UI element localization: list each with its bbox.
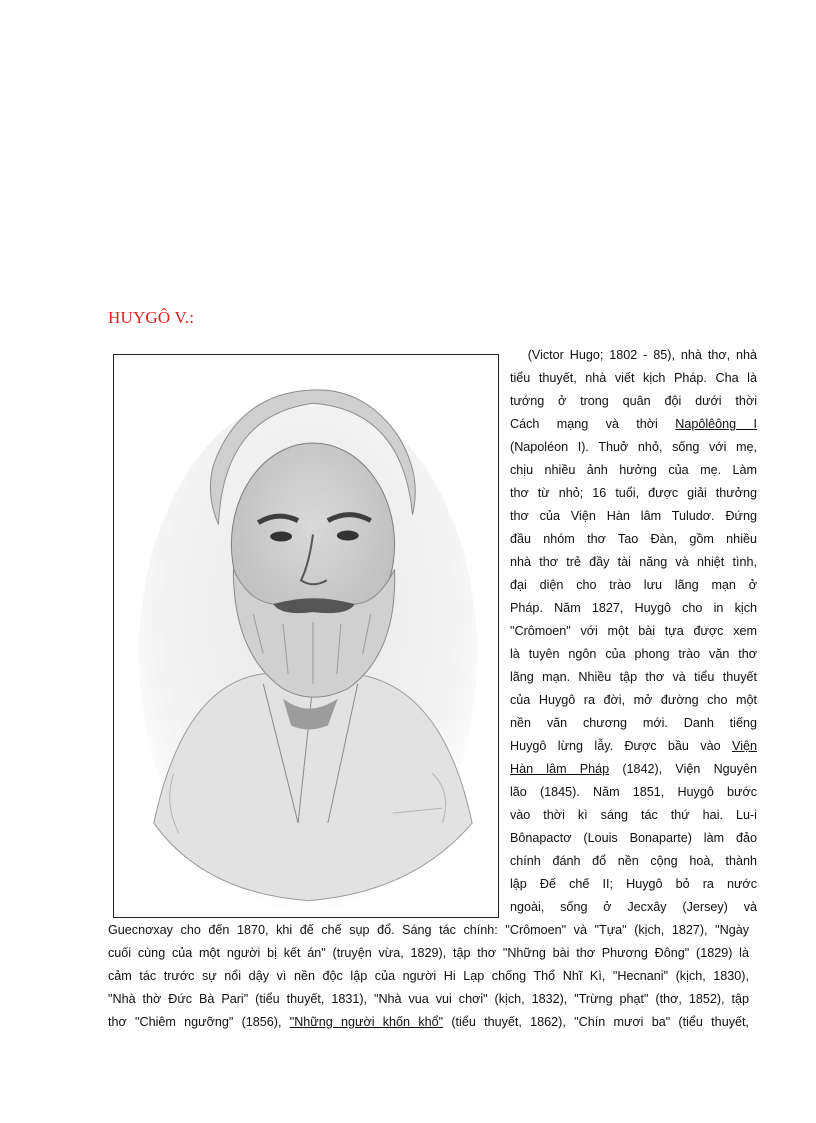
side-line-11: đại diện cho trào lưu lãng mạn ở: [510, 578, 757, 592]
wide-line-5-rest: (tiểu thuyết, 1862), "Chín mươi ba" (tiểu thuyết,: [443, 1015, 749, 1029]
link-academy-part2[interactable]: Hàn lâm Pháp: [510, 762, 610, 776]
side-line-12: Pháp. Năm 1827, Huygô cho in kịch: [510, 601, 757, 615]
side-line-9: đầu nhóm thơ Tao Đàn, gồm nhiều: [510, 532, 757, 546]
side-line-14: là tuyên ngôn của phong trào văn thơ: [510, 647, 757, 661]
side-line-18: [510, 735, 757, 758]
side-line-19-text: (1842), Viện Nguyên: [609, 762, 757, 776]
link-miserables[interactable]: "Những người khốn khổ": [289, 1015, 444, 1029]
side-line-6: chịu nhiều ảnh hưởng của mẹ. Làm: [510, 463, 757, 477]
side-line-21: vào thời kì sáng tác thứ hai. Lu-i: [510, 808, 757, 822]
side-line-18-text: Huygô lừng lẫy. Được bầu vào: [510, 739, 733, 753]
wide-line-5-text: thơ "Chiêm ngưỡng" (1856),: [108, 1015, 290, 1029]
portrait-image: [113, 354, 499, 918]
side-line-1: (Victor Hugo; 1802 - 85), nhà thơ, nhà: [510, 348, 757, 362]
wide-line-4: "Nhà thờ Đức Bà Pari" (tiểu thuyết, 1831), "Nhà vua vui chơi" (kịch, 1832), "Trừng phạt" (thơ, 1852), tập: [108, 992, 749, 1006]
portrait-sketch: [114, 355, 498, 917]
side-line-23: chính đánh đổ nền cộng hoà, thành: [510, 854, 757, 868]
side-line-8: thơ của Viện Hàn lâm Tuludơ. Đứng: [510, 509, 757, 523]
side-paragraph: [510, 344, 757, 919]
side-line-4-text: Cách mạng và thời: [510, 417, 676, 431]
side-line-4: [510, 413, 757, 436]
side-line-22: Bônapactơ (Louis Bonaparte) làm đảo: [510, 831, 757, 845]
side-line-17: nền văn chương mới. Danh tiếng: [510, 716, 757, 730]
side-line-24: lập Đế chế II; Huygô bỏ ra nước: [510, 877, 757, 891]
side-line-19: [510, 758, 757, 781]
side-line-5: (Napoléon I). Thuở nhỏ, sống với mẹ,: [510, 440, 757, 454]
wide-line-1: Guecnơxay cho đến 1870, khi đế chế sụp đổ. Sáng tác chính: "Crômoen" và "Tựa" (kịch, 1827), "Ngày: [108, 923, 749, 937]
entry-heading: HUYGÔ V.:: [108, 308, 195, 327]
link-napoleon[interactable]: Napôlêông I: [675, 417, 758, 431]
side-line-3: tướng ở trong quân đội dưới thời: [510, 394, 757, 408]
side-line-7: thơ từ nhỏ; 16 tuổi, được giải thưởng: [510, 486, 757, 500]
wide-line-5: [108, 1011, 749, 1034]
wide-line-2: cuối cùng của một người bị kết án" (truyện vừa, 1829), tập thơ "Những bài thơ Phương Đông" (1829) là: [108, 946, 749, 960]
side-line-2: tiểu thuyết, nhà viết kịch Pháp. Cha là: [510, 371, 757, 385]
wide-paragraph: [108, 919, 749, 1034]
wide-line-3: cảm tác trước sự nổi dậy vì nền độc lập của người Hi Lạp chống Thổ Nhĩ Kì, "Hecnani" (kịch, 1830),: [108, 969, 749, 983]
side-line-15: lãng mạn. Nhiều tập thơ và tiểu thuyết: [510, 670, 757, 684]
side-line-20: lão (1845). Năm 1851, Huygô bước: [510, 785, 757, 799]
side-line-10: nhà thơ trẻ đầy tài năng và nhiệt tình,: [510, 555, 757, 569]
side-line-25: ngoài, sống ở Jecxây (Jersey) và: [510, 900, 757, 914]
link-academy-part1[interactable]: Viện: [732, 739, 757, 753]
side-line-16: của Huygô ra đời, mở đường cho một: [510, 693, 757, 707]
side-line-13: "Crômoen" với một bài tựa được xem: [510, 624, 757, 638]
